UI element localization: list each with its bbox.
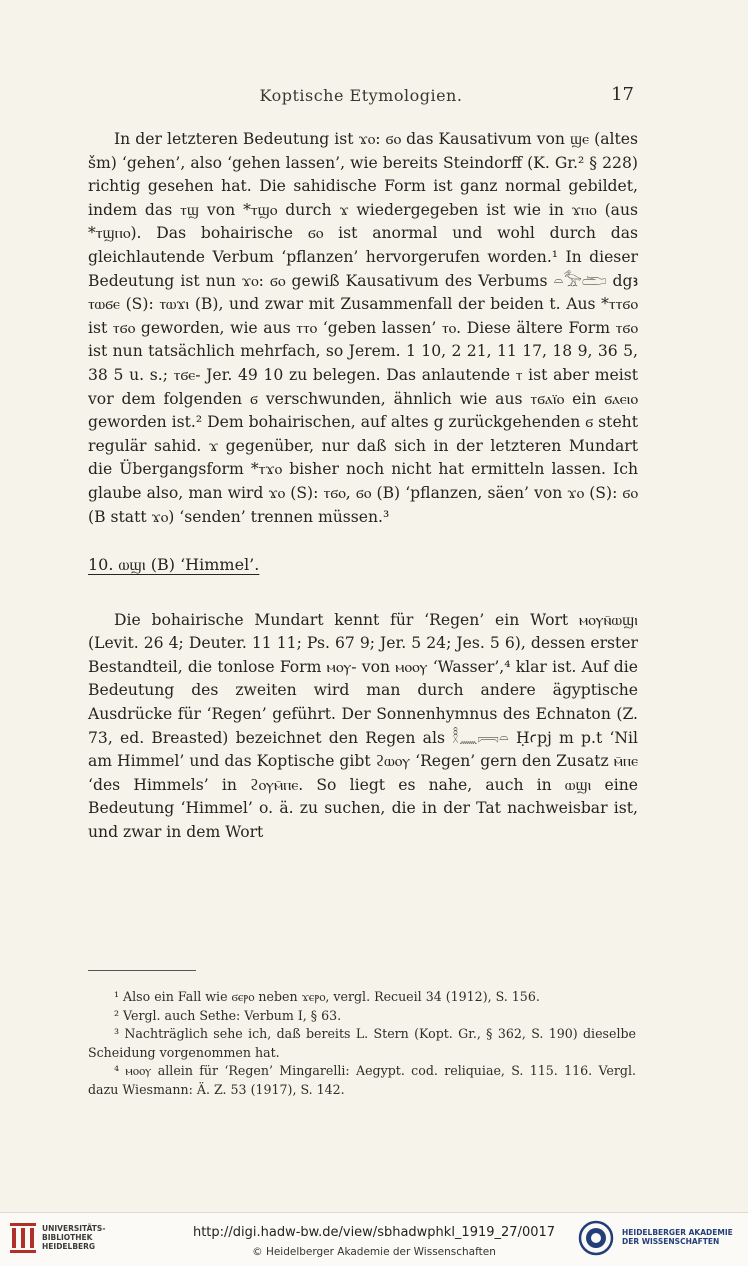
page-header <box>88 86 634 112</box>
footnote-4: ⁴ ⲙⲟⲟⲩ allein für ‘Regen’ Mingarelli: Aegypt. cod. reliquiae, S. 115. 116. Vergl. dazu Wiesmann: Ä. Z. 53 (1917), S. 142. <box>88 1063 636 1097</box>
footnote-3: ³ Nachträglich sehe ich, daß bereits L. Stern (Kopt. Gr., § 362, S. 190) dieselbe Scheidung vorgenommen hat. <box>88 1026 636 1060</box>
paragraph-1: In der letzteren Bedeutung ist ϫⲟ: ϭⲟ das Kausativum von ϣⲉ (altes šm) ‘gehen’, also ‘gehen lassen’, wie bereits Steindorff (K. Gr.² § 228) richtig gesehen hat. Die sahidische Form ist ganz normal gebildet, indem das ⲧϣ von *ⲧϣⲟ durch ϫ wiedergegeben ist wie in ϫⲡⲟ (aus *ⲧϣⲡⲟ). Das bohairische ϭⲟ ist anormal und wohl durch das gleichlautende Verbum ‘pflanzen’ hervorgerufen worden.¹ In dieser Bedeutung ist nun ϫⲟ: ϭⲟ gewiß Kausativum des Verbums 𓏏𓅡𓂧 dgꜣ ⲧⲱϭⲉ (S): ⲧⲱϫⲓ (B), und zwar mit Zusammenfall der beiden t. Aus *ⲧⲧϭⲟ ist ⲧϭⲟ geworden, wie aus ⲧⲧⲟ ‘geben lassen’ ⲧⲟ. Diese ältere Form ⲧϭⲟ ist nun tatsächlich mehrfach, so Jerem. 1 10, 2 21, 11 17, 18 9, 36 5, 38 5 u. s.; ⲧϭⲉ- Jer. 49 10 zu belegen. Das anlautende ⲧ ist aber meist vor dem folgenden ϭ verschwunden, ähnlich wie aus ⲧϭⲁⲓ̈ⲟ ein ϭⲁⲉⲓⲟ geworden ist.² Dem bohairischen, auf altes g zurückgehenden ϭ steht regulär sahid. ϫ gegenüber, nur daß sich in der letzteren Mundart die Übergangsform *ⲧϫⲟ bisher noch nicht hat ermitteln lassen. Ich glaube also, man wird ϫⲟ (S): ⲧϭⲟ, ϭⲟ (B) ‘pflanzen, säen’ von ϫⲟ (S): ϭⲟ (B statt ϫⲟ) ‘senden’ trennen müssen.³ <box>88 130 638 526</box>
footnote-rule <box>88 970 196 971</box>
running-title: Koptische Etymologien. <box>259 86 463 105</box>
viewer-footer <box>0 1212 748 1266</box>
permalink-url[interactable]: http://digi.hadw-bw.de/view/sbhadwphkl_1919_27/0017 <box>192 1225 556 1240</box>
section-heading-text: 10. ⲱϣⲓ (B) ‘Himmel’. <box>88 555 260 575</box>
academy-seal-icon <box>578 1219 614 1257</box>
footnote-1: ¹ Also ein Fall wie ϭⲉⲣⲟ neben ϫⲉⲣⲟ, vergl. Recueil 34 (1912), S. 156. <box>114 989 540 1004</box>
page-number: 17 <box>611 84 634 105</box>
section-heading <box>88 553 638 577</box>
footnote-2: ² Vergl. auch Sethe: Verbum I, § 63. <box>114 1007 342 1023</box>
footnotes <box>88 988 636 1100</box>
copyright-notice: © Heidelberger Akademie der Wissenschaften <box>252 1246 496 1258</box>
body-text <box>88 128 638 845</box>
university-library-name: UNIVERSITÄTS- BIBLIOTHEK HEIDELBERG <box>42 1224 106 1251</box>
academy-name: HEIDELBERGER AKADEMIE DER WISSENSCHAFTEN <box>622 1228 733 1246</box>
paragraph-2: Die bohairische Mundart kennt für ‘Regen’ ein Wort ⲙⲟⲩⲛ̄ⲱϣⲓ (Levit. 26 4; Deuter. 11 11; Ps. 67 9; Jer. 5 24; Jes. 5 6), dessen erster Bestandteil, die tonlose Form ⲙⲟⲩ- von ⲙⲟⲟⲩ ‘Wasser’,⁴ klar ist. Auf die Bedeutung des zweiten wird man durch andere ägyptische Ausdrücke für ‘Regen’ geführt. Der Sonnenhymnus des Echnaton (Z. 73, ed. Breasted) bezeichnet den Regen als 𓎛𓈖𓇯𓏏 Ḥꜥpj m p.t ‘Nil am Himmel’ und das Koptische gibt ϩⲱⲟⲩ ‘Regen’ gern den Zusatz ⲙ̄ⲡⲉ ‘des Himmels’ in ϩⲟⲩⲙ̄ⲡⲉ. So liegt es nahe, auch in ⲱϣⲓ eine Bedeutung ‘Himmel’ o. ä. zu suchen, die in der Tat nachweisbar ist, und zwar in dem Wort <box>88 610 639 842</box>
